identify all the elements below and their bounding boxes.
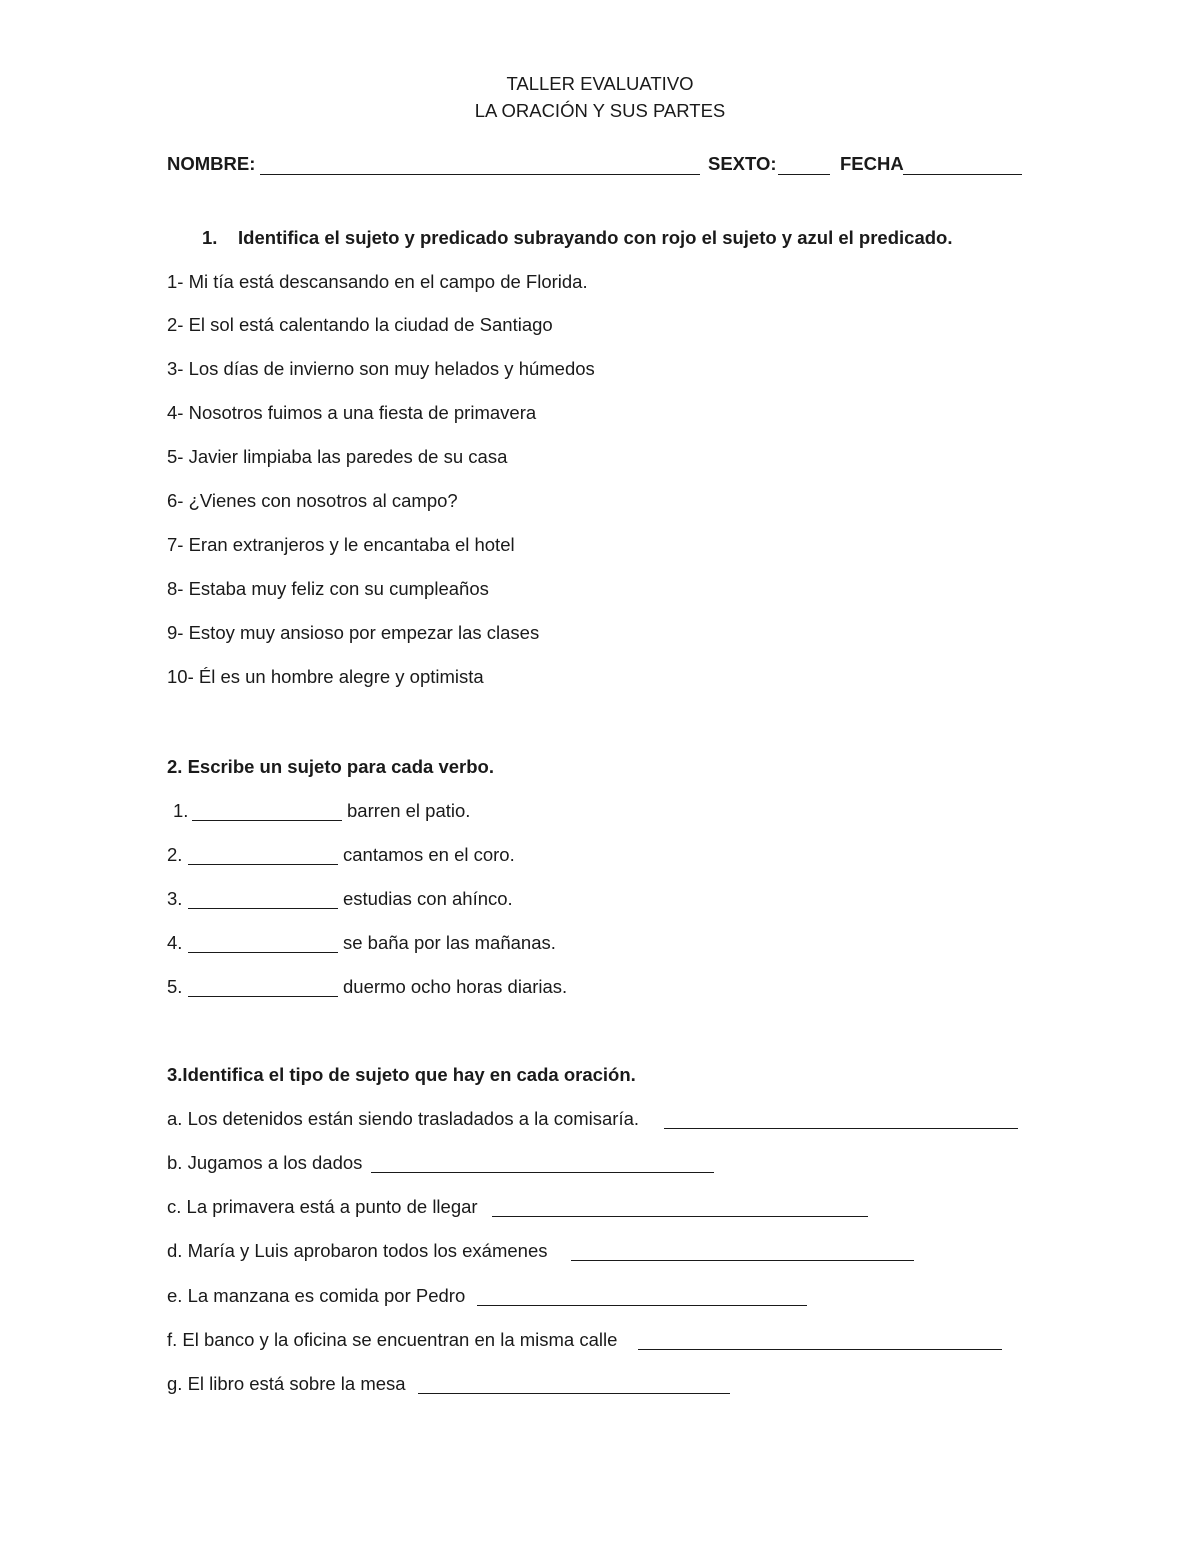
section2-item-number: 3.: [167, 888, 183, 909]
sexto-label: SEXTO:: [708, 153, 777, 174]
section1-title: Identifica el sujeto y predicado subrayando con rojo el sujeto y azul el predicado.: [238, 227, 953, 248]
section3-item: a. Los detenidos están siendo trasladados a la comisaría.: [167, 1108, 640, 1129]
section2-item-number: 2.: [167, 844, 183, 865]
section1-item: 8- Estaba muy feliz con su cumpleaños: [167, 578, 489, 599]
section1-item: 9- Estoy muy ansioso por empezar las clases: [167, 622, 540, 643]
section3-item: d. María y Luis aprobaron todos los exámenes: [167, 1240, 548, 1261]
section1-item: 10- Él es un hombre alegre y optimista: [167, 666, 484, 687]
section3-title: 3.Identifica el tipo de sujeto que hay en cada oración.: [167, 1064, 636, 1085]
answer-blank[interactable]: [664, 1128, 1018, 1129]
section1-item: 3- Los días de invierno son muy helados y húmedos: [167, 358, 595, 379]
answer-blank[interactable]: [188, 996, 338, 997]
answer-blank[interactable]: [492, 1216, 868, 1217]
section2-item-text: se baña por las mañanas.: [343, 932, 556, 953]
section3-item: c. La primavera está a punto de llegar: [167, 1196, 478, 1217]
answer-blank[interactable]: [188, 952, 338, 953]
section3-item: e. La manzana es comida por Pedro: [167, 1285, 466, 1306]
section2-item-number: 4.: [167, 932, 183, 953]
section2-item-text: barren el patio.: [347, 800, 471, 821]
section2-item-number: 5.: [167, 976, 183, 997]
answer-blank[interactable]: [418, 1393, 730, 1394]
fecha-blank[interactable]: [903, 174, 1022, 175]
section2-item-number: 1.: [173, 800, 189, 821]
section3-item: g. El libro está sobre la mesa: [167, 1373, 406, 1394]
section2-item-text: duermo ocho horas diarias.: [343, 976, 568, 997]
nombre-blank[interactable]: [260, 174, 700, 175]
answer-blank[interactable]: [638, 1349, 1002, 1350]
section2-title: 2. Escribe un sujeto para cada verbo.: [167, 756, 494, 777]
sexto-blank[interactable]: [778, 174, 830, 175]
section2-item-text: estudias con ahínco.: [343, 888, 513, 909]
section3-item: b. Jugamos a los dados: [167, 1152, 363, 1173]
fecha-label: FECHA: [840, 153, 904, 174]
worksheet-title: TALLER EVALUATIVO: [506, 73, 694, 94]
section1-item: 6- ¿Vienes con nosotros al campo?: [167, 490, 458, 511]
answer-blank[interactable]: [571, 1260, 914, 1261]
section1-number: 1.: [202, 227, 218, 248]
section1-item: 2- El sol está calentando la ciudad de Santiago: [167, 314, 553, 335]
answer-blank[interactable]: [371, 1172, 714, 1173]
answer-blank[interactable]: [188, 908, 338, 909]
section2-item-text: cantamos en el coro.: [343, 844, 515, 865]
nombre-label: NOMBRE:: [167, 153, 256, 174]
section1-item: 5- Javier limpiaba las paredes de su casa: [167, 446, 508, 467]
answer-blank[interactable]: [477, 1305, 807, 1306]
worksheet-subtitle: LA ORACIÓN Y SUS PARTES: [474, 100, 726, 121]
section1-item: 1- Mi tía está descansando en el campo de Florida.: [167, 271, 588, 292]
answer-blank[interactable]: [188, 864, 338, 865]
section1-item: 4- Nosotros fuimos a una fiesta de primavera: [167, 402, 537, 423]
section1-item: 7- Eran extranjeros y le encantaba el hotel: [167, 534, 515, 555]
answer-blank[interactable]: [192, 820, 342, 821]
section3-item: f. El banco y la oficina se encuentran en la misma calle: [167, 1329, 618, 1350]
